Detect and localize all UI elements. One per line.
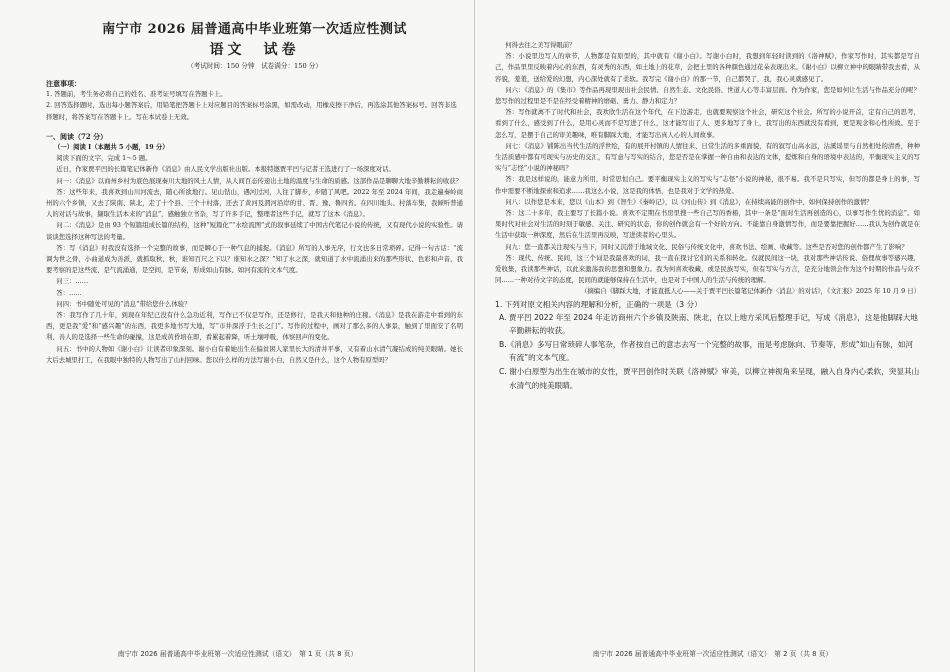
paragraph: 问四：书中随处可见的“消息”带给您什么体验？ bbox=[56, 299, 191, 308]
paragraph: 问三：…… bbox=[56, 277, 89, 286]
option-b: B.《消息》多写日常琐碎人事笔杂，作者按自己的意志去写一个完整的故事，而是考虑脉向、节奏等，形成“如山有脉，如河有流”的文本气度。 bbox=[499, 339, 914, 363]
paragraph: 答：这些年来，我喜欢到山川河流去，随心所欲地行。见山钻山，遇河过河，人往了脚步，步随了风吧。2022 年至 2024 年间，我走遍秦岭商州的六个乡镇，又去了陕南、陕北，走了十个县、三个十村落，还去了黄河及渭河沿岸的甘、晋、豫、鲁四省。在四川地头、村落车集，我倾听普通人的对话与故事，撷取生活本来的“消息”，感触独立书杂，写了许多手记，整理者这些手记，就写了这本《消息》。 bbox=[46, 187, 463, 219]
paragraph: 问八：以作您是本来，您以《山本》到《智生》《秦岭记》，以《河山传》到《消息》，在持续高能的创作中，如何保持创作的激情？ bbox=[505, 197, 873, 206]
subsection-heading: （一）阅读 Ⅰ（本题共 5 小题，19 分） bbox=[54, 143, 169, 152]
exam-title: 南宁市 2026 届普通高中毕业班第一次适应性测试 bbox=[102, 22, 407, 37]
page-2-footer: 南宁市 2026 届普通高中毕业班第一次适应性测试（语文） 第 2 页（共 8 页） bbox=[592, 650, 833, 658]
paragraph: 问二：《消息》是由 93 个短篇组成长篇的结构，这种“短篇化”“水绘流图”式的叙事延续了中国古代笔记小说的传统，又有现代小说的实验性。请谈谈您选择这种写法的考量。 bbox=[46, 221, 463, 241]
instruction: 阅读下面的文字，完成 1～5 题。 bbox=[56, 154, 152, 163]
paragraph: 答：小说里边写人的章节，人物都是有原型的，其中就有《谢小白》。写谢小白时，我想到年轻时读到的《洛神赋》，作家写作时，其实都是写自己，作品里里反映着内心的东西，有灵秀的东西，如土地上的花草，会把土里的各种颜色通过花朵表现出来。《谢小白》以柳立神中的眼睛带我去看，从容貌，羞羞，送给爱的幻想，内心深处就有了柔软。我写完《谢小白》的那一节，自己都哭了，我，我心灵就感见了。 bbox=[495, 52, 920, 83]
paragraph: 答：…… bbox=[56, 288, 82, 297]
page-1-footer: 南宁市 2026 届普通高中毕业班第一次适应性测试（语文） 第 1 页（共 8 页） bbox=[117, 650, 358, 658]
page-2 bbox=[475, 0, 950, 672]
paragraph: 答：写《消息》时我没有选择一个完整的故事，而是瞬心于一种气息的捕捉。《消息》所写的人事无序，行文也多日常琐碎。记得一句古话：“流调为世之骨，小曲道成为善派，就抓取秋、秋，谁知百尺之下以？谁知水之深？”知了水之深，就知道了水中流涌出来的那些形状、色彩和声音，我要考察的是这些流、是气流涌通，是空间，是节奏，形成如山有脉、如河有流的文本气度。 bbox=[46, 243, 463, 275]
notes-title: 注意事项： bbox=[46, 79, 81, 88]
paragraph: 答：这二十多年，我主要写了长篇小说。喜欢不定期在书房里搜一些自己写的香椿，其中一条是“面对生活再创造的心，以事写作生忧的消息”。如果时代对社会对生活的时刻于敏感、关注、研究的状态，你的创作就会有一个好的方向。不能靠自身激情写作，而是要靠把握好……我认为创作就是在生活中获取一种深度，然后在生活里再反映，写进读者的心里头。 bbox=[495, 209, 920, 240]
paragraph: 问五：书中的人物如《谢小白》让读者印象深刻。谢小白有着她出生在偏贫困人家里长大的清井平事，又有着山水清气凝结成的纯美眼睛。她长大后去城里打工，在我眼中独特的人物写出了山村回味。您以什么样的方法写谢小白，自然又是什么，这个人物有原型吗？ bbox=[46, 344, 463, 364]
note-item: 2. 回答选择题时，选出每小题答案后，用铅笔把答题卡上对应题目的答案标号涂黑，如需改动，用橡皮擦干净后，再选涂其他答案标号。回答非选择题时，将答案写在答题卡上。写在本试卷上无效。 bbox=[46, 101, 457, 121]
note-item: 1. 答题前，考生务必将自己的姓名、准考证号填写在答题卡上。 bbox=[46, 90, 227, 99]
page-1-content bbox=[46, 22, 463, 366]
paragraph: 答：我是这样说的，能意力所用，时常思恒自己。要平衡现实主义的写实与“志怪”小说的神秘，很不易。我不是只写实，但写的都是身上的事，写作中需要不断地探索和追求……我这么小说，这是我的体悟，也是我对于文学的热爱。 bbox=[495, 175, 920, 195]
exam-info: （考试时间：150 分钟 试卷满分：150 分） bbox=[187, 62, 322, 70]
option-c: C. 谢小白原型为出生在城市的女性，贾平凹创作时关联《洛神赋》审美，以柳立神视角来呈现，融入自身内心柔软，突显其山水清气的纯美眼睛。 bbox=[499, 367, 920, 390]
paragraph: 问六：《消息》的《集市》等作品再现里现出社会民情、自然生态、文化民俗、世道人心等丰富层面。作为作家，您是如何让生活与作品充分的呢？您写作的过程里是不是在经受着精神的磨砺、勇力、静力和定力？ bbox=[495, 85, 920, 106]
paragraph: 答：写作就离不了时代和社会，我欢欣生活在这个年代，在下边游走，也就要观察这个社会，研究这个社会。所写的小说开首，定有自己的思考，看到了什么，感受到了什么，是用心灵而不是写进了什么，这才能写出了人、更多地写了身上，我写出的东西就没有看到，更是观念和心性所致。至于怎么写，是摆于自己的审美趣味，唯有脚踩大地，才能写出真人心的人间故事。 bbox=[495, 108, 920, 139]
option-a: A. 贾平凹 2022 年至 2024 年走访商州六个乡镇及陕南、陕北，在以上地方采风后整理手记，写成《消息》，这是他脚踩大地辛勤耕耘的收获。 bbox=[499, 312, 918, 336]
paragraph: 问一：《消息》以商州乡村为底色展现秦川大地的风土人情，从人间百态传递出土地的温度与生命的质感。这部作品是聊聊大地辛勤耕耘的收获？ bbox=[56, 176, 463, 185]
paragraph: 何得去往之美写得眼前？ bbox=[505, 41, 576, 49]
subject-heading: 语文 试卷 bbox=[209, 42, 300, 58]
page-2-content bbox=[495, 40, 920, 392]
paragraph: 问七：《消息》铺陈出当代生活的浮世绘，有的展开村镇的人情往来、日常生活的多重面貌，有的叙写山高水远，沾溪谣里与自然相处的清香，种种生活质感中都有可现实与历史的交汇，有写意与写实的结合，您是否是在掌握一种自由和表达的文体，提炼和自身的语境中表达的，平衡现实主义的写实与“志怪”小说的神秘吗？ bbox=[495, 141, 920, 173]
paragraph: 问九：您一直都关注现实与当下，同时又沉潜于地域文化、民俗与传统文化中，喜欢书法、绘画、收藏等。这些是否对您的创作都产生了影响？ bbox=[505, 242, 908, 251]
question-1: 1. 下列对原文相关内容的理解和分析，正确的一项是（3 分） bbox=[495, 299, 702, 309]
paragraph: 答：现代、传统、民间，这三个词是我最喜欢的词，我一直在探讨它们的关系和转化。仅就民间这一块，我对那些神话传说、俗俚故事等感兴趣，爱收集，我读那些神话，以此来激荡我的思想和想象力。我为何喜欢收藏，或是民族写实，但有写实与方言，是充分地领会作为这个时期的作品与众不同……一种对待文字的态度，民间的就能够保持在生活中，也是对于中国人的生活与传统的理解。 bbox=[495, 253, 920, 285]
section-heading: 一、阅读（72 分） bbox=[46, 131, 108, 141]
paragraph: 答：我写作了几十年，到现在年纪已没有什么急功近利，写作已不仅是写作，还是修行，是我天和他种的庄稼。《消息》是我在游走中看到的东西，更是我“爱”和“感兴趣”的东西，我更多地书写大地，写“市井深浮于生长之门”。写作的过程中，画对了那么多的人事景，触到了里面安了名明利、善人的是选择一些生命的碰撞，这是成黄昏培在即，看累起着降，听土壤呼吸，体察回声的变化。 bbox=[46, 311, 463, 342]
paragraph: 近日，作家贾平凹的长篇笔记体新作《消息》由人民文学出版社出版。本报特邀贾平凹与记者王选进行了一场深度对话。 bbox=[56, 165, 395, 174]
source-citation: （摘编自《脚踩大地，才能直抵人心——关于贾平凹长篇笔记体新作〈消息〉的对话》，《文汇报》2025 年 10 月 9 日） bbox=[581, 287, 920, 296]
